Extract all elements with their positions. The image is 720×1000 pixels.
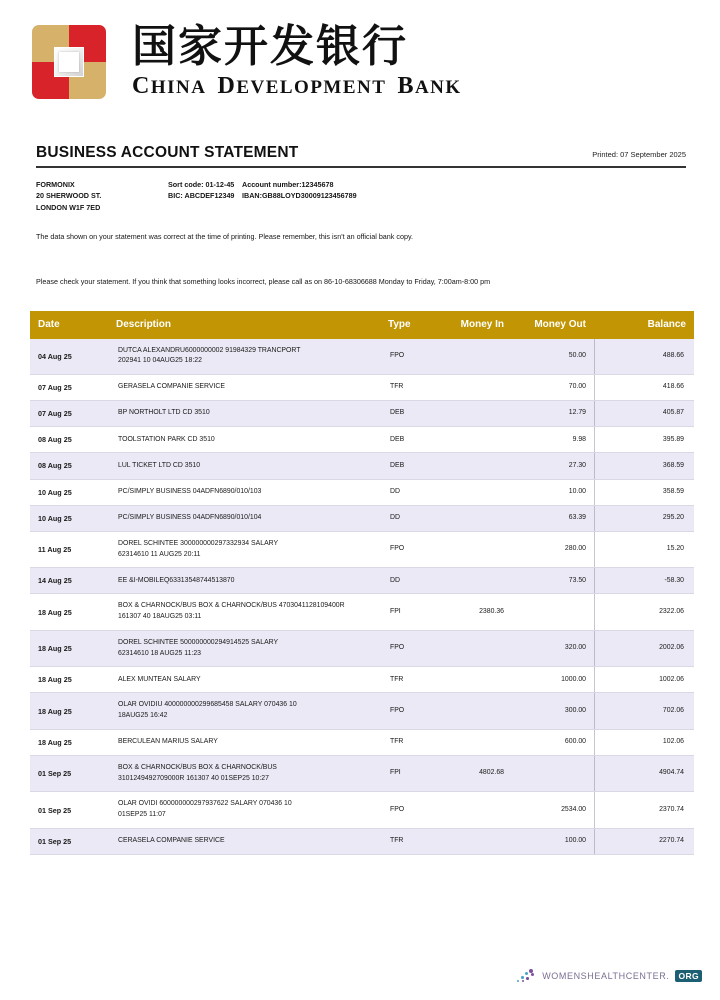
cell-description bbox=[108, 339, 380, 375]
bank-name-en-evelopment: EVELOPMENT bbox=[236, 76, 387, 98]
description-line-2: 3101249492709000R 161307 40 01SEP25 10:27 bbox=[118, 774, 269, 782]
cell-money-in bbox=[440, 693, 512, 729]
cell-money-in bbox=[440, 479, 512, 505]
cell-description bbox=[108, 693, 380, 729]
cell-date: 04 Aug 25 bbox=[30, 339, 108, 375]
cell-description bbox=[108, 453, 380, 479]
transactions-table bbox=[30, 311, 694, 855]
cell-date: 18 Aug 25 bbox=[30, 667, 108, 693]
cell-balance: 2322.06 bbox=[594, 594, 694, 630]
description-line-1: PC/SIMPLY BUSINESS 04ADFN6890/010/104 bbox=[118, 513, 262, 521]
cell-type: FPI bbox=[380, 756, 440, 792]
cell-type: FPI bbox=[380, 594, 440, 630]
dot-cluster-icon bbox=[516, 968, 538, 984]
bank-name-english bbox=[132, 73, 462, 100]
cell-money-in bbox=[440, 427, 512, 453]
cell-money-in: 4802.68 bbox=[440, 756, 512, 792]
watermark-text: WOMENSHEALTHCENTER. bbox=[542, 971, 670, 981]
bank-name-en-b: B bbox=[397, 72, 415, 99]
column-header-type[interactable]: Type bbox=[380, 311, 440, 339]
bank-name-en-d: D bbox=[217, 72, 237, 99]
cell-type: DEB bbox=[380, 453, 440, 479]
cell-money-out: 320.00 bbox=[512, 630, 594, 666]
cell-description bbox=[108, 792, 380, 828]
table-header-row bbox=[30, 311, 694, 339]
cell-money-in bbox=[440, 792, 512, 828]
cell-money-in bbox=[440, 339, 512, 375]
cell-type: TFR bbox=[380, 729, 440, 755]
cell-date: 10 Aug 25 bbox=[30, 479, 108, 505]
cell-description bbox=[108, 568, 380, 594]
contact-notice: Please check your statement. If you think that something looks incorrect, please call as on 86-10-68306688 Monday to Friday, 7:00am-8:00 pm bbox=[36, 276, 491, 286]
description-line-1: LUL TICKET LTD CD 3510 bbox=[118, 461, 201, 469]
cell-description bbox=[108, 401, 380, 427]
cell-date: 10 Aug 25 bbox=[30, 505, 108, 531]
cell-balance: 358.59 bbox=[594, 479, 694, 505]
cell-balance: -58.30 bbox=[594, 568, 694, 594]
cell-balance: 395.89 bbox=[594, 427, 694, 453]
title-divider bbox=[36, 166, 686, 168]
description-line-1: BOX & CHARNOCK/BUS BOX & CHARNOCK/BUS bbox=[118, 764, 277, 771]
cell-balance: 2270.74 bbox=[594, 828, 694, 854]
cell-date: 07 Aug 25 bbox=[30, 401, 108, 427]
cell-date: 01 Sep 25 bbox=[30, 792, 108, 828]
bank-name-chinese: 国家开发银行 bbox=[132, 21, 408, 73]
cell-balance: 488.66 bbox=[594, 339, 694, 375]
cell-description bbox=[108, 828, 380, 854]
cell-balance: 4904.74 bbox=[594, 756, 694, 792]
cell-type: TFR bbox=[380, 828, 440, 854]
cell-money-out: 10.00 bbox=[512, 479, 594, 505]
cell-money-in bbox=[440, 453, 512, 479]
cell-description bbox=[108, 479, 380, 505]
description-line-2: 62314610 11 AUG25 20:11 bbox=[118, 550, 201, 558]
watermark-badge: ORG bbox=[675, 970, 702, 982]
bank-name-en-ank: ANK bbox=[414, 76, 462, 98]
cell-money-out: 73.50 bbox=[512, 568, 594, 594]
account-holder: FORMONIX bbox=[36, 179, 75, 189]
cell-money-out: 50.00 bbox=[512, 339, 594, 375]
cell-type: FPO bbox=[380, 531, 440, 567]
cell-balance: 2002.06 bbox=[594, 630, 694, 666]
cell-balance: 405.87 bbox=[594, 401, 694, 427]
table-row[interactable] bbox=[30, 667, 694, 693]
description-line-1: DOREL SCHINTEE 300000000297332934 SALARY bbox=[118, 539, 279, 547]
table-row[interactable] bbox=[30, 729, 694, 755]
cell-money-out: 70.00 bbox=[512, 374, 594, 400]
account-address-line1: 20 SHERWOOD ST. bbox=[36, 191, 102, 201]
cell-date: 18 Aug 25 bbox=[30, 729, 108, 755]
description-line-1: DUTCA ALEXANDRU6000000002 91984329 TRANCPORT bbox=[118, 346, 301, 354]
cell-type: DEB bbox=[380, 401, 440, 427]
cell-money-out bbox=[512, 594, 594, 630]
cell-type: DD bbox=[380, 568, 440, 594]
statement-title-row bbox=[22, 144, 698, 162]
cell-money-out: 280.00 bbox=[512, 531, 594, 567]
cell-date: 18 Aug 25 bbox=[30, 594, 108, 630]
cell-money-out: 100.00 bbox=[512, 828, 594, 854]
description-line-2: 01SEP25 11:07 bbox=[118, 811, 166, 819]
description-line-1: PC/SIMPLY BUSINESS 04ADFN6890/010/103 bbox=[118, 487, 262, 495]
cell-money-out bbox=[512, 756, 594, 792]
cell-description bbox=[108, 667, 380, 693]
cell-money-in bbox=[440, 667, 512, 693]
column-header-money-in[interactable]: Money In bbox=[440, 311, 512, 339]
cell-type: TFR bbox=[380, 667, 440, 693]
cell-balance: 418.66 bbox=[594, 374, 694, 400]
cell-description bbox=[108, 531, 380, 567]
cell-description bbox=[108, 630, 380, 666]
table-row[interactable] bbox=[30, 568, 694, 594]
table-row[interactable] bbox=[30, 630, 694, 666]
cell-description bbox=[108, 505, 380, 531]
cell-date: 14 Aug 25 bbox=[30, 568, 108, 594]
page-title: BUSINESS ACCOUNT STATEMENT bbox=[36, 144, 299, 161]
bank-logo-header bbox=[22, 0, 698, 99]
description-line-1: ALEX MUNTEAN SALARY bbox=[118, 675, 201, 683]
cell-money-out: 9.98 bbox=[512, 427, 594, 453]
description-line-1: BP NORTHOLT LTD CD 3510 bbox=[118, 409, 210, 417]
cell-date: 11 Aug 25 bbox=[30, 531, 108, 567]
bank-name-en-c: C bbox=[132, 72, 151, 99]
iban-code: IBAN:GB88LOYD30009123456789 bbox=[242, 191, 357, 201]
table-row[interactable] bbox=[30, 339, 694, 375]
column-header-balance[interactable]: Balance bbox=[594, 311, 694, 339]
cell-money-out: 63.39 bbox=[512, 505, 594, 531]
description-line-1: TOOLSTATION PARK CD 3510 bbox=[118, 435, 215, 443]
cell-money-in bbox=[440, 729, 512, 755]
description-line-1: OLAR OVIDI 600000000297937622 SALARY 070436 10 bbox=[118, 800, 292, 808]
cell-balance: 702.06 bbox=[594, 693, 694, 729]
description-line-1: OLAR OVIDIU 400000000299685458 SALARY 070436 10 bbox=[118, 701, 297, 709]
cell-type: FPO bbox=[380, 792, 440, 828]
logo-center-diamond-icon bbox=[54, 47, 84, 77]
cell-date: 01 Sep 25 bbox=[30, 756, 108, 792]
column-header-description[interactable]: Description bbox=[108, 311, 380, 339]
cell-type: FPO bbox=[380, 693, 440, 729]
table-row[interactable] bbox=[30, 756, 694, 792]
account-info bbox=[22, 179, 698, 214]
cell-balance: 2370.74 bbox=[594, 792, 694, 828]
sort-code: Sort code: 01-12-45 bbox=[168, 179, 235, 189]
table-body bbox=[30, 339, 694, 855]
cell-money-in: 2380.36 bbox=[440, 594, 512, 630]
cell-balance: 1002.06 bbox=[594, 667, 694, 693]
column-header-money-out[interactable]: Money Out bbox=[512, 311, 594, 339]
table-row[interactable] bbox=[30, 374, 694, 400]
cell-money-in bbox=[440, 531, 512, 567]
cell-balance: 102.06 bbox=[594, 729, 694, 755]
table-row[interactable] bbox=[30, 693, 694, 729]
cell-balance: 15.20 bbox=[594, 531, 694, 567]
table-row[interactable] bbox=[30, 479, 694, 505]
cell-type: DEB bbox=[380, 427, 440, 453]
cell-money-in bbox=[440, 828, 512, 854]
table-row[interactable] bbox=[30, 828, 694, 854]
cell-balance: 368.59 bbox=[594, 453, 694, 479]
cell-description bbox=[108, 594, 380, 630]
cell-date: 07 Aug 25 bbox=[30, 374, 108, 400]
cell-money-out: 12.79 bbox=[512, 401, 594, 427]
cell-type: DD bbox=[380, 505, 440, 531]
printing-notice: The data shown on your statement was correct at the time of printing. Please remember, this isn't an official bank copy. bbox=[36, 231, 414, 241]
cell-money-in bbox=[440, 374, 512, 400]
cell-date: 01 Sep 25 bbox=[30, 828, 108, 854]
table-row[interactable] bbox=[30, 453, 694, 479]
description-line-1: EE &I-MOBILEQ63313548744513870 bbox=[118, 576, 235, 584]
cell-type: DD bbox=[380, 479, 440, 505]
description-line-1: CERASELA COMPANIE SERVICE bbox=[118, 837, 225, 845]
cell-description bbox=[108, 427, 380, 453]
table-row[interactable] bbox=[30, 427, 694, 453]
printed-date: Printed: 07 September 2025 bbox=[592, 150, 686, 159]
cell-money-out: 300.00 bbox=[512, 693, 594, 729]
table-header bbox=[30, 311, 694, 339]
account-identifiers bbox=[168, 179, 357, 214]
cell-type: FPO bbox=[380, 339, 440, 375]
description-line-2: 202941 10 04AUG25 18:22 bbox=[118, 357, 202, 365]
site-watermark bbox=[516, 968, 702, 984]
description-line-2: 161307 40 18AUG25 03:11 bbox=[118, 613, 202, 621]
cell-money-out: 1000.00 bbox=[512, 667, 594, 693]
cell-description bbox=[108, 756, 380, 792]
cell-money-in bbox=[440, 505, 512, 531]
bank-name-block bbox=[132, 21, 462, 99]
cell-type: FPO bbox=[380, 630, 440, 666]
bank-name-en-hina: HINA bbox=[150, 76, 207, 98]
table-row[interactable] bbox=[30, 505, 694, 531]
description-line-2: 62314610 18 AUG25 11:23 bbox=[118, 649, 202, 657]
description-line-1: BOX & CHARNOCK/BUS BOX & CHARNOCK/BUS 4703041128109400R bbox=[118, 602, 345, 610]
table-row[interactable] bbox=[30, 401, 694, 427]
cell-money-in bbox=[440, 401, 512, 427]
table-row[interactable] bbox=[30, 531, 694, 567]
cell-description bbox=[108, 374, 380, 400]
account-number: Account number:12345678 bbox=[242, 179, 334, 189]
cell-money-in bbox=[440, 568, 512, 594]
cell-money-out: 2534.00 bbox=[512, 792, 594, 828]
description-line-1: DOREL SCHINTEE 500000000294914525 SALARY bbox=[118, 638, 279, 646]
table-row[interactable] bbox=[30, 792, 694, 828]
cell-date: 08 Aug 25 bbox=[30, 427, 108, 453]
column-header-date[interactable]: Date bbox=[30, 311, 108, 339]
table-row[interactable] bbox=[30, 594, 694, 630]
cell-date: 18 Aug 25 bbox=[30, 630, 108, 666]
cell-date: 08 Aug 25 bbox=[30, 453, 108, 479]
china-development-bank-logo-icon bbox=[32, 25, 106, 99]
description-line-2: 18AUG25 16:42 bbox=[118, 712, 168, 720]
description-line-1: GERASELA COMPANIE SERVICE bbox=[118, 383, 225, 391]
cell-money-out: 27.30 bbox=[512, 453, 594, 479]
account-address bbox=[36, 179, 168, 214]
cell-money-in bbox=[440, 630, 512, 666]
cell-money-out: 600.00 bbox=[512, 729, 594, 755]
bic-code: BIC: ABCDEF12349 bbox=[168, 191, 235, 201]
cell-description bbox=[108, 729, 380, 755]
cell-balance: 295.20 bbox=[594, 505, 694, 531]
cell-date: 18 Aug 25 bbox=[30, 693, 108, 729]
account-address-line2: LONDON W1F 7ED bbox=[36, 202, 101, 212]
cell-type: TFR bbox=[380, 374, 440, 400]
description-line-1: BERCULEAN MARIUS SALARY bbox=[118, 738, 218, 746]
